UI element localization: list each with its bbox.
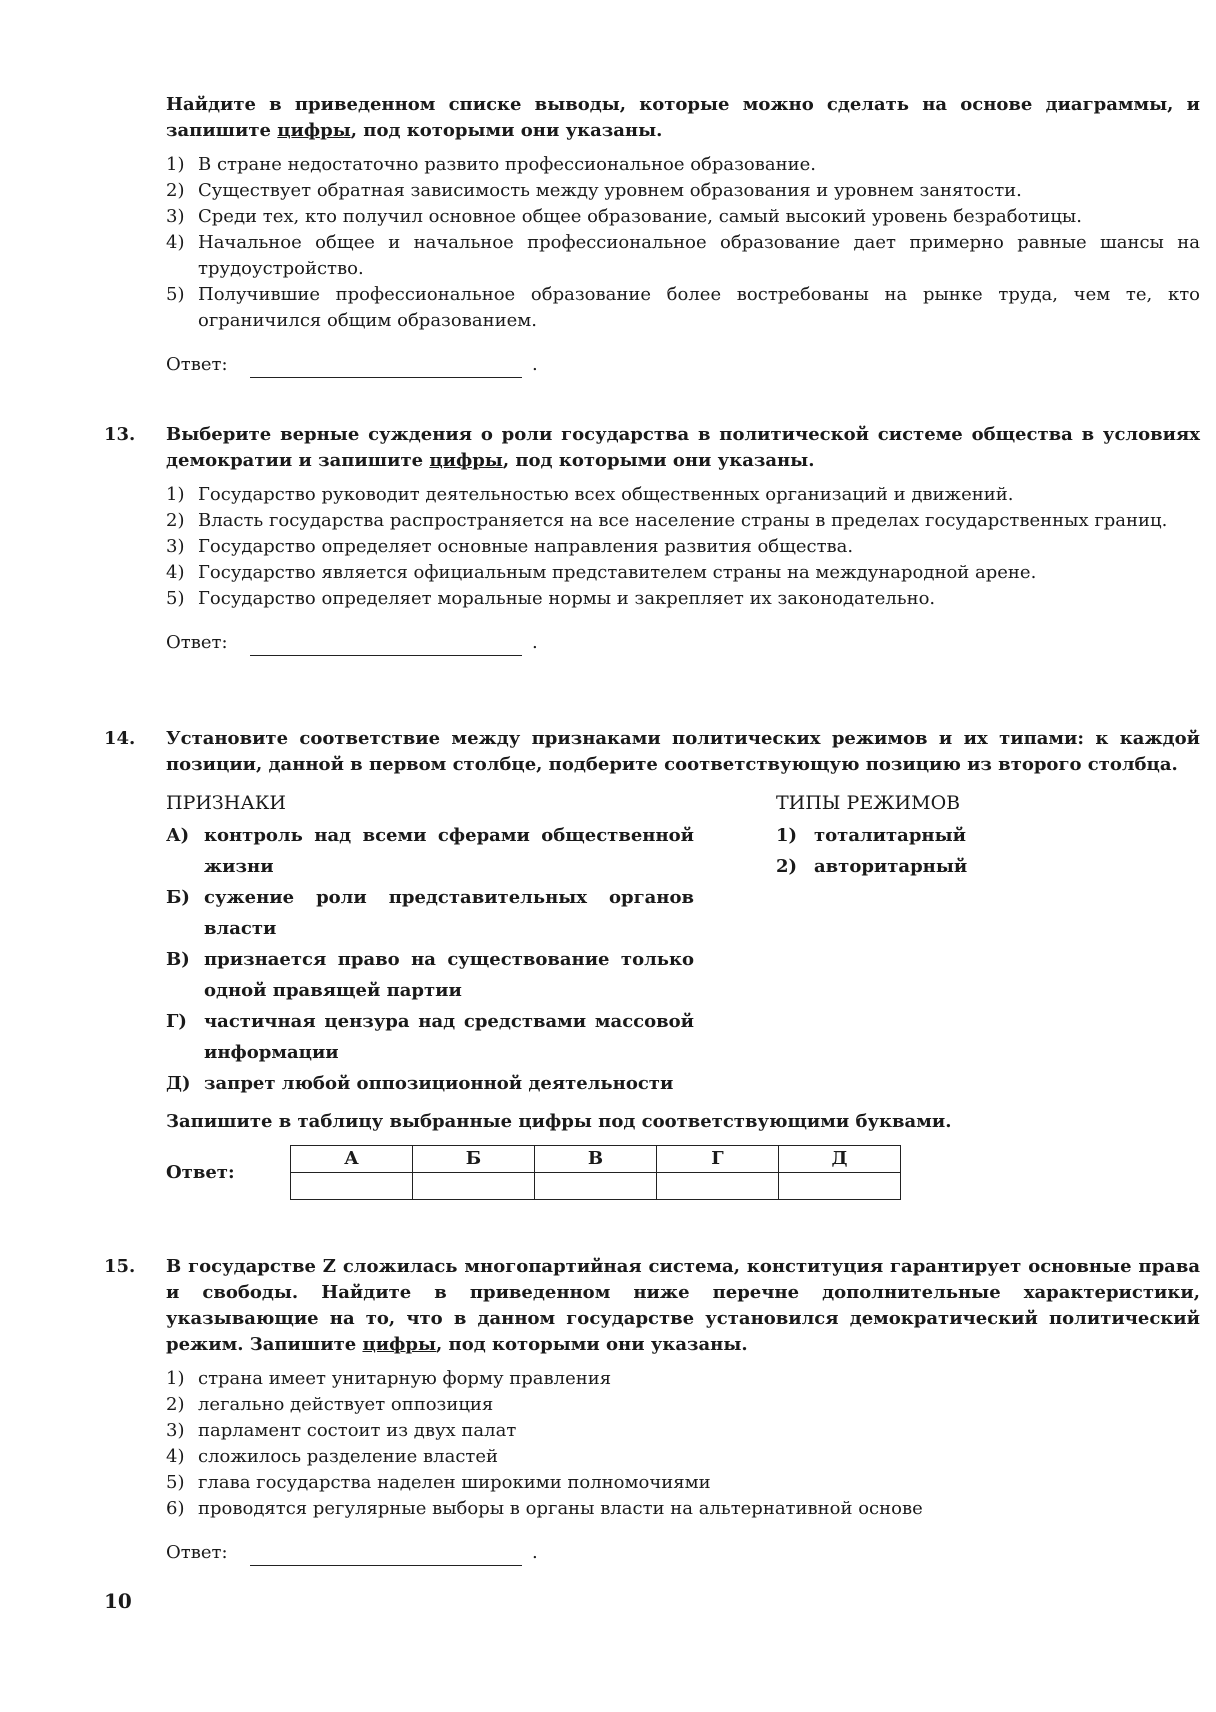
feature-item: А) контроль над всеми сферами общественной жизни — [166, 825, 694, 877]
question-13 — [166, 422, 1200, 656]
answer-label: Ответ: — [166, 1542, 228, 1563]
answer-label: Ответ: — [166, 1161, 235, 1183]
answer-cell[interactable] — [657, 1173, 779, 1200]
list-item: 2) Власть государства распространяется на все население страны в пределах государственных границ. — [166, 510, 1168, 531]
list-item: 3) Среди тех, кто получил основное общее образование, самый высокий уровень безработицы. — [166, 206, 1082, 227]
type-item: 1) тоталитарный — [776, 825, 966, 846]
feature-item: Б) сужение роли представительных органов власти — [166, 887, 694, 939]
q14-text: Установите соответствие между признаками политических режимов и их типами: к каждой позиции, данной в первом столбце, подберите соответствующую позицию из второго столбца. — [166, 728, 1200, 775]
list-item: 4) Начальное общее и начальное профессиональное образование дает примерно равные шансы на трудоустройство. — [166, 232, 1200, 279]
question-14 — [166, 726, 1200, 1200]
answer-field[interactable] — [250, 1541, 522, 1566]
list-item: 2) легально действует оппозиция — [166, 1394, 494, 1415]
answer-field[interactable] — [250, 353, 522, 378]
list-item: 5) глава государства наделен широкими полномочиями — [166, 1472, 711, 1493]
table-header-cell: В — [535, 1146, 657, 1173]
table-answer-row — [291, 1173, 901, 1200]
q14-instruction: Запишите в таблицу выбранные цифры под соответствующими буквами. — [166, 1111, 952, 1132]
list-item: 6) проводятся регулярные выборы в органы власти на альтернативной основе — [166, 1498, 923, 1519]
type-item: 2) авторитарный — [776, 856, 968, 877]
list-item: 1) страна имеет унитарную форму правления — [166, 1368, 612, 1389]
answer-cell[interactable] — [291, 1173, 413, 1200]
feature-item: Д) запрет любой оппозиционной деятельности — [166, 1073, 674, 1094]
intro-answer: Ответ: . — [166, 348, 1200, 378]
features-column — [166, 790, 694, 1099]
list-item: 1) В стране недостаточно развито профессиональное образование. — [166, 154, 817, 175]
question-number-13: 13. — [104, 424, 136, 445]
table-header-cell: Д — [779, 1146, 901, 1173]
matching-columns — [166, 790, 1200, 1099]
answer-field[interactable] — [250, 631, 522, 656]
list-item: 3) парламент состоит из двух палат — [166, 1420, 517, 1441]
q15-answer: Ответ: . — [166, 1536, 1200, 1566]
table-header-cell: Г — [657, 1146, 779, 1173]
answer-cell[interactable] — [413, 1173, 535, 1200]
page-number: 10 — [104, 1589, 132, 1613]
q13-options — [166, 482, 1200, 612]
types-heading: ТИПЫ РЕЖИМОВ — [776, 792, 961, 814]
table-header-cell: А — [291, 1146, 413, 1173]
table-header-row — [291, 1146, 901, 1173]
table-header-cell: Б — [413, 1146, 535, 1173]
features-heading: ПРИЗНАКИ — [166, 792, 286, 814]
types-column — [776, 790, 1076, 1099]
answer-cell[interactable] — [779, 1173, 901, 1200]
list-item: 4) сложилось разделение властей — [166, 1446, 499, 1467]
question-15 — [166, 1254, 1200, 1566]
list-item: 5) Получившие профессиональное образование более востребованы на рынке труда, чем те, кто ограничился общим образованием. — [166, 284, 1200, 331]
list-item: 3) Государство определяет основные направления развития общества. — [166, 536, 854, 557]
answer-label: Ответ: — [166, 354, 228, 375]
list-item: 1) Государство руководит деятельностью всех общественных организаций и движений. — [166, 484, 1014, 505]
question-number-15: 15. — [104, 1256, 136, 1277]
feature-item: В) признается право на существование только одной правящей партии — [166, 949, 694, 1001]
intro-question: Найдите в приведенном списке выводы, которые можно сделать на основе диаграммы, и запишите цифры, под которыми они указаны. — [166, 94, 1200, 141]
intro-options — [166, 152, 1200, 334]
q13-answer: Ответ: . — [166, 626, 1200, 656]
answer-label: Ответ: — [166, 632, 228, 653]
intro-block — [166, 92, 1200, 378]
question-number-14: 14. — [104, 728, 136, 749]
list-item: 2) Существует обратная зависимость между уровнем образования и уровнем занятости. — [166, 180, 1022, 201]
q15-text: В государстве Z сложилась многопартийная система, конституция гарантирует основные права и свободы. Найдите в приведенном ниже перечне дополнительные характеристики, указывающие на то, что в данном государстве установился демократический политический режим. Запишите цифры, под которыми они указаны. — [166, 1256, 1200, 1355]
q15-options — [166, 1366, 1200, 1522]
q14-answer — [166, 1145, 1200, 1200]
list-item: 4) Государство является официальным представителем страны на международной арене. — [166, 562, 1037, 583]
list-item: 5) Государство определяет моральные нормы и закрепляет их законодательно. — [166, 588, 936, 609]
answer-table — [290, 1145, 901, 1200]
feature-item: Г) частичная цензура над средствами массовой информации — [166, 1011, 694, 1063]
answer-cell[interactable] — [535, 1173, 657, 1200]
q13-text: Выберите верные суждения о роли государства в политической системе общества в условиях демократии и запишите цифры, под которыми они указаны. — [166, 424, 1200, 471]
